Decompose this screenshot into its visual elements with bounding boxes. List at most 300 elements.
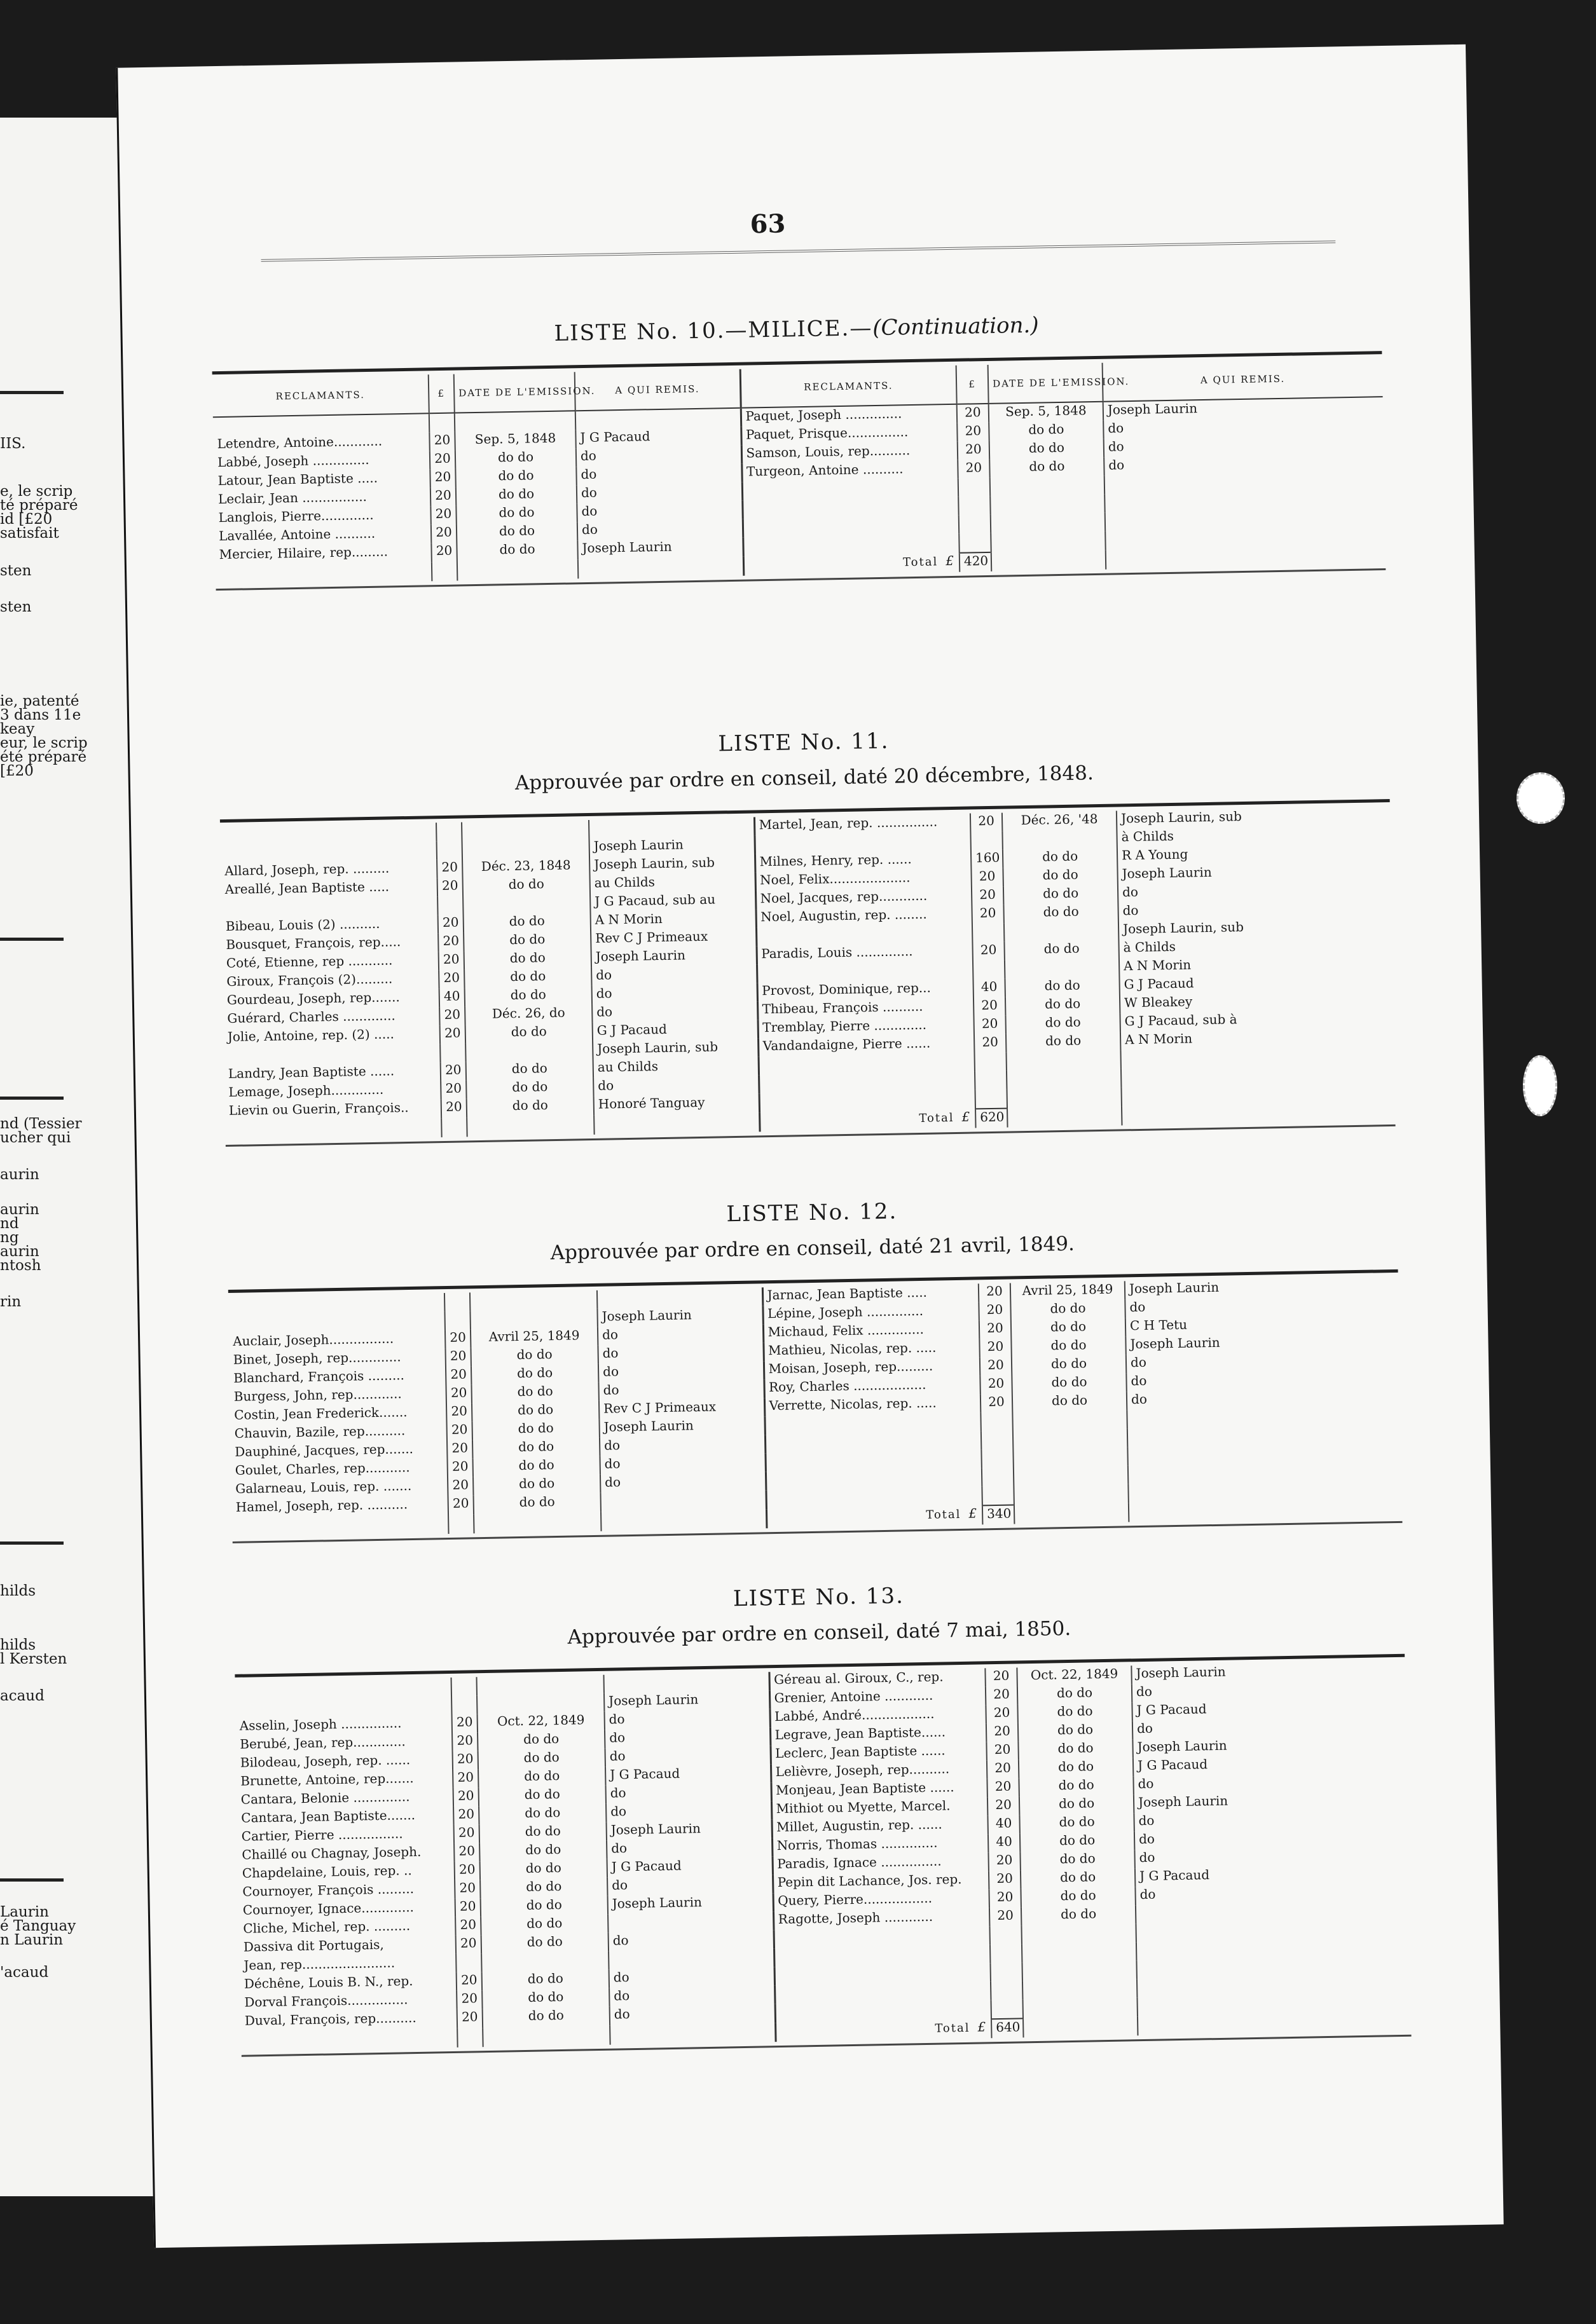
table-cell: do do <box>1004 940 1118 960</box>
table-cell: Joseph Laurin <box>1131 1661 1405 1685</box>
table-cell: Bousquet, François, rep..... <box>226 934 401 952</box>
table-cell <box>991 1981 1022 2000</box>
total-currency: £ <box>946 552 956 569</box>
header-rule <box>261 240 1336 261</box>
table-cell: Paradis, Ignace ............... <box>772 1852 988 1875</box>
table-cell <box>972 924 1004 943</box>
table-cell: Paquet, Joseph .............. <box>741 404 957 427</box>
total-label: Total <box>926 1507 961 1522</box>
table-cell: do <box>607 1838 772 1859</box>
left-text-fragment: nd (Tessier <box>0 1116 82 1132</box>
table-cell: do do <box>478 1749 605 1769</box>
table-cell <box>1021 1924 1136 1944</box>
liste11-section <box>220 799 1396 1147</box>
table-cell: Leclair, Jean ................ <box>217 489 368 507</box>
table-cell: Labbé, André.................. <box>769 1705 986 1727</box>
table-cell <box>1022 1979 1137 1999</box>
table-cell: do <box>1104 453 1384 476</box>
table-cell: 20 <box>987 1796 1019 1815</box>
liste12-table <box>228 1276 1402 1538</box>
table-cell: do do <box>1019 1758 1133 1778</box>
table-cell: do do <box>480 1878 607 1898</box>
table-cell: 20 <box>957 404 989 423</box>
table-cell: do do <box>457 540 577 561</box>
table-cell <box>603 1672 769 1693</box>
table-cell: do do <box>1018 1739 1132 1760</box>
table-cell: 20 <box>972 887 1003 906</box>
table-cell: 20 <box>457 1972 483 1991</box>
table-cell: do do <box>466 1060 593 1080</box>
table-cell: 20 <box>979 1283 1010 1302</box>
table-cell <box>974 1053 1006 1072</box>
total-value: 640 <box>991 2018 1024 2038</box>
left-text-fragment: 'acaud <box>0 1964 49 1981</box>
table-cell <box>216 562 432 585</box>
table-cell: Turgeon, Antoine .......... <box>741 460 958 482</box>
table-cell: 20 <box>441 1080 467 1099</box>
table-cell: 20 <box>457 2009 483 2028</box>
table-cell: do do <box>481 1896 608 1917</box>
table-cell <box>225 1118 441 1141</box>
table-cell: 20 <box>439 951 465 970</box>
table-cell: J G Pacaud <box>605 1764 771 1786</box>
left-text-fragment: l Kersten <box>0 1651 67 1667</box>
left-text-fragment: hilds <box>0 1583 36 1599</box>
column-header: £ <box>956 365 989 404</box>
table-cell <box>991 513 1105 533</box>
table-cell: do do <box>473 1475 600 1495</box>
liste13-section <box>235 1654 1411 2057</box>
left-text-fragment: aurin <box>0 1201 39 1218</box>
liste12-section <box>228 1269 1403 1543</box>
table-cell: 20 <box>970 813 1002 832</box>
left-text-fragment: id [£20 <box>0 511 53 528</box>
liste13-subtitle: Approuvée par ordre en conseil, daté 7 mai, 1850. <box>567 1617 1071 1649</box>
table-cell: Sep. 5, 1848 <box>455 430 575 450</box>
table-cell <box>1129 1498 1402 1522</box>
table-cell: G J Pacaud <box>593 1020 758 1041</box>
left-text-fragment: n Laurin <box>0 1932 64 1948</box>
table-cell: 20 <box>452 1714 478 1733</box>
table-cell: à Childs <box>1117 824 1390 848</box>
total-label-cell <box>766 1505 982 1528</box>
table-cell: do <box>606 1801 771 1822</box>
table-cell <box>1004 921 1118 941</box>
table-cell: do do <box>1003 847 1117 868</box>
table-cell <box>958 496 990 516</box>
table-cell: do do <box>464 967 591 988</box>
table-cell: Joseph Laurin, sub <box>1117 806 1390 830</box>
table-cell: Noel, Jacques, rep............ <box>755 887 972 909</box>
table-cell <box>465 1041 593 1062</box>
table-cell: do do <box>464 949 591 969</box>
table-cell: au Childs <box>593 1056 759 1078</box>
table-cell <box>608 1911 773 1933</box>
table-cell: J G Pacaud <box>1132 1698 1405 1721</box>
table-cell: Gourdeau, Joseph, rep....... <box>226 989 400 1008</box>
table-cell: do <box>1134 1808 1407 1832</box>
table-cell: 20 <box>455 1917 481 1936</box>
table-cell: do do <box>478 1730 605 1751</box>
table-cell: 20 <box>971 868 1003 887</box>
table-cell <box>597 1287 762 1309</box>
table-cell: do do <box>1011 1318 1125 1338</box>
table-cell: 20 <box>430 506 457 525</box>
table-cell: 40 <box>987 1815 1019 1834</box>
table-cell: Langlois, Pierre............. <box>218 507 374 526</box>
table-cell <box>991 550 1106 571</box>
table-cell: Burgess, John, rep............ <box>233 1386 402 1404</box>
table-cell <box>451 1677 478 1696</box>
table-cell <box>589 817 754 838</box>
table-cell: Rev C J Primeaux <box>599 1398 764 1419</box>
left-text-fragment: eur, le scrip <box>0 735 88 751</box>
table-cell <box>973 960 1005 980</box>
table-cell: Grenier, Antoine ............ <box>769 1686 986 1709</box>
table-cell <box>982 1467 1014 1486</box>
table-cell: 20 <box>974 1034 1006 1053</box>
table-cell <box>1138 2012 1411 2036</box>
table-cell: do <box>598 1379 764 1401</box>
left-rule <box>0 1097 64 1100</box>
table-cell: do do <box>472 1401 599 1421</box>
table-cell: 20 <box>430 488 457 507</box>
table-cell: 20 <box>958 441 989 460</box>
table-cell <box>1005 958 1119 978</box>
table-cell: 20 <box>980 1376 1012 1395</box>
table-cell: Letendre, Antoine............ <box>217 433 383 452</box>
liste11-table <box>220 806 1395 1141</box>
table-cell <box>1022 1960 1136 1981</box>
table-cell: do do <box>1017 1702 1132 1723</box>
table-cell: Coté, Etienne, rep ........... <box>226 952 393 971</box>
table-cell: do <box>598 1361 764 1383</box>
table-cell: do do <box>479 1804 606 1824</box>
total-value: 620 <box>975 1109 1008 1128</box>
table-cell: do do <box>465 986 592 1006</box>
paper-stain <box>1523 1055 1557 1116</box>
table-cell: 20 <box>445 1348 471 1367</box>
table-cell: 20 <box>453 1806 479 1825</box>
table-cell: do do <box>472 1438 600 1458</box>
table-cell: do do <box>463 875 590 896</box>
left-rule <box>0 391 64 394</box>
column-header: £ <box>429 374 455 414</box>
table-cell <box>975 1090 1007 1109</box>
table-cell: do <box>1126 1350 1400 1374</box>
table-cell: 20 <box>430 451 456 470</box>
table-cell: 20 <box>985 1667 1017 1686</box>
table-cell: do do <box>456 485 577 505</box>
table-cell: Dassiva dit Portugais, <box>243 1936 384 1955</box>
table-cell: Guérard, Charles ............. <box>227 1008 396 1026</box>
table-cell: 20 <box>447 1440 473 1459</box>
table-cell <box>470 1290 597 1311</box>
table-cell: do do <box>455 467 576 487</box>
table-cell: do do <box>1021 1868 1135 1889</box>
paper-stain <box>1517 772 1565 824</box>
table-cell <box>1014 1503 1129 1524</box>
table-cell: do do <box>482 1970 609 1990</box>
table-cell: do do <box>1012 1391 1127 1412</box>
table-cell: 20 <box>989 1870 1021 1889</box>
liste13-table <box>235 1661 1412 2051</box>
left-text-fragment: e, le scrip <box>0 483 73 500</box>
table-cell: do <box>576 464 741 486</box>
table-cell <box>441 1118 467 1137</box>
table-cell: Goulet, Charles, rep........... <box>235 1459 410 1478</box>
left-rule <box>0 1541 64 1545</box>
table-cell: do do <box>1020 1850 1134 1870</box>
table-cell: do do <box>471 1364 598 1384</box>
table-cell: Chapdelaine, Louis, rep. .. <box>242 1863 412 1881</box>
total-currency: £ <box>968 1505 979 1521</box>
liste10-section <box>212 351 1386 591</box>
table-cell <box>981 1449 1013 1468</box>
table-cell: Cournoyer, Ignace............. <box>242 1899 415 1918</box>
table-cell: Joseph Laurin <box>1125 1276 1398 1300</box>
left-text-fragment: aurin <box>0 1243 39 1260</box>
table-cell: Chauvin, Bazile, rep.......... <box>234 1423 406 1441</box>
table-cell <box>1013 1428 1127 1449</box>
left-text-fragment: Laurin <box>0 1904 49 1920</box>
left-text-fragment: acaud <box>0 1688 45 1704</box>
table-cell <box>1013 1447 1127 1467</box>
table-cell <box>456 1953 482 1972</box>
table-cell: 20 <box>446 1366 472 1385</box>
table-cell: 40 <box>988 1833 1020 1852</box>
table-cell: do do <box>479 1822 607 1843</box>
table-cell: 20 <box>438 933 464 952</box>
table-cell: do do <box>471 1346 598 1366</box>
table-cell: Millet, Augustin, rep. ...... <box>771 1815 987 1838</box>
table-cell: 20 <box>439 1006 465 1025</box>
total-value: 340 <box>982 1505 1015 1524</box>
table-cell: Jarnac, Jean Baptiste ..... <box>762 1283 979 1306</box>
table-cell: do do <box>1019 1813 1134 1833</box>
table-cell: 20 <box>987 1760 1019 1779</box>
table-cell: 20 <box>986 1686 1017 1705</box>
table-cell: 20 <box>979 1320 1011 1339</box>
table-cell: do <box>605 1727 770 1749</box>
table-cell: do <box>1132 1679 1405 1703</box>
table-cell <box>991 531 1105 552</box>
table-cell: Cournoyer, François ......... <box>242 1881 415 1899</box>
table-cell: Mithiot ou Myette, Marcel. <box>771 1797 987 1819</box>
table-cell: Hamel, Joseph, rep. .......... <box>235 1496 408 1515</box>
table-cell: 20 <box>438 914 464 933</box>
table-cell <box>432 562 458 582</box>
table-cell <box>959 533 991 553</box>
table-cell: Joseph Laurin, sub <box>593 1038 758 1060</box>
table-cell <box>451 1695 478 1714</box>
table-cell: Joseph Laurin <box>607 1819 772 1841</box>
table-cell: do do <box>1010 1299 1125 1320</box>
column-header: DATE DE L'EMISSION. <box>988 363 1103 404</box>
table-cell: Oct. 22, 1849 <box>1017 1665 1131 1686</box>
table-cell: 20 <box>455 1861 481 1880</box>
table-cell: 20 <box>448 1495 474 1515</box>
liste13-title: LISTE No. 13. <box>733 1583 905 1612</box>
total-label: Total <box>902 555 939 570</box>
table-cell: do <box>577 519 743 541</box>
table-cell <box>241 2028 457 2051</box>
table-cell: Joseph Laurin <box>1125 1332 1399 1355</box>
table-cell: Avril 25, 1849 <box>1010 1281 1125 1301</box>
table-cell: Noel, Felix.................... <box>755 869 971 891</box>
table-cell: do do <box>474 1493 601 1514</box>
left-text-fragment: sten <box>0 563 32 579</box>
table-cell: Cliche, Michel, rep. ......... <box>243 1918 411 1936</box>
table-cell: do do <box>479 1786 606 1806</box>
table-cell: do <box>600 1435 765 1456</box>
table-cell: 20 <box>958 460 989 479</box>
table-cell: do <box>1132 1716 1406 1740</box>
table-cell: au Childs <box>590 872 755 894</box>
table-cell <box>470 1309 597 1329</box>
table-cell: 160 <box>971 850 1003 869</box>
table-cell: 20 <box>430 469 456 488</box>
table-cell: Rev C J Primeaux <box>591 927 756 949</box>
table-cell <box>958 478 990 497</box>
table-cell: 20 <box>457 1990 483 2009</box>
table-cell: 20 <box>454 1843 480 1862</box>
liste11-subtitle: Approuvée par ordre en conseil, daté 20 décembre, 1848. <box>514 762 1094 795</box>
table-cell: Déchêne, Louis B. N., rep. <box>244 1973 413 1992</box>
table-cell: Martel, Jean, rep. ............... <box>754 814 970 836</box>
left-text-fragment: é Tanguay <box>0 1918 76 1934</box>
table-cell: Ragotte, Joseph ............ <box>773 1908 989 1930</box>
table-cell: do <box>593 1075 759 1097</box>
table-cell: Leclerc, Jean Baptiste ...... <box>770 1742 986 1764</box>
table-cell: Lavallée, Antoine .......... <box>218 525 376 544</box>
table-cell: Déc. 23, 1848 <box>462 857 589 877</box>
table-cell <box>981 1430 1013 1449</box>
table-cell: do do <box>989 421 1103 441</box>
table-cell: do do <box>482 1988 609 2009</box>
table-cell: do do <box>464 931 591 951</box>
table-cell: Paquet, Prisque............... <box>741 423 957 446</box>
table-cell: 20 <box>439 969 465 988</box>
left-text-fragment: sten <box>0 599 32 615</box>
table-cell: do do <box>478 1767 605 1787</box>
table-cell: Oct. 22, 1849 <box>478 1712 605 1732</box>
table-cell: Areallé, Jean Baptiste ..... <box>224 878 390 897</box>
table-cell <box>463 894 590 914</box>
table-cell: Joseph Laurin <box>589 835 754 857</box>
table-cell: 20 <box>448 1477 474 1496</box>
table-cell: do <box>592 1001 757 1023</box>
table-cell: do <box>598 1343 763 1364</box>
table-cell: do <box>607 1875 773 1896</box>
left-text-fragment: ie, patenté <box>0 693 79 709</box>
table-cell: do do <box>1012 1355 1126 1375</box>
table-cell <box>429 413 455 433</box>
liste10-title: LISTE No. 10.—MILICE.—(Continuation.) <box>554 312 1039 346</box>
table-cell: do do <box>472 1456 600 1477</box>
column-header: A QUI REMIS. <box>1103 358 1383 402</box>
table-cell: Joseph Laurin <box>1103 397 1383 421</box>
table-cell: R A Young <box>1117 843 1391 866</box>
table-cell: Binet, Joseph, rep............. <box>233 1349 401 1367</box>
left-text-fragment: aurin <box>0 1166 39 1183</box>
table-cell: do <box>609 1967 774 1988</box>
liste11-title: LISTE No. 11. <box>718 728 890 757</box>
left-rule <box>0 1878 64 1882</box>
table-cell: J G Pacaud <box>607 1856 773 1878</box>
table-cell: Pepin dit Lachance, Jos. rep. <box>773 1871 989 1893</box>
table-cell <box>481 1951 609 1972</box>
table-cell: Galarneau, Louis, rep. ....... <box>235 1478 412 1496</box>
table-cell <box>980 1412 1012 1431</box>
table-cell: Asselin, Joseph ............... <box>239 1715 402 1733</box>
table-cell: Dorval François............... <box>244 1992 408 2010</box>
table-cell <box>474 1512 601 1533</box>
table-cell: 20 <box>453 1769 479 1788</box>
table-cell: Lemage, Joseph............. <box>228 1081 384 1100</box>
table-cell: do do <box>472 1419 599 1440</box>
table-cell: Joseph Laurin, sub <box>1118 917 1392 940</box>
table-cell: do do <box>1003 866 1117 886</box>
table-cell <box>990 1944 1022 1963</box>
table-cell: do do <box>1003 903 1118 923</box>
table-cell <box>455 411 575 432</box>
table-cell <box>990 476 1104 496</box>
table-cell <box>437 896 464 915</box>
table-cell <box>1014 1484 1128 1505</box>
table-cell: do <box>598 1324 763 1346</box>
table-cell: Paradis, Louis .............. <box>756 942 972 964</box>
table-cell: Milnes, Henry, rep. ...... <box>755 851 971 873</box>
table-cell: 20 <box>973 997 1005 1016</box>
table-cell: Lépine, Joseph .............. <box>762 1302 979 1324</box>
column-header: A QUI REMIS. <box>575 369 741 411</box>
table-cell: Moisan, Joseph, rep......... <box>764 1357 980 1379</box>
table-cell: 20 <box>431 524 457 543</box>
table-cell: 20 <box>452 1732 478 1751</box>
table-cell: 20 <box>446 1421 472 1440</box>
table-cell: 20 <box>988 1852 1020 1871</box>
table-cell: Giroux, François (2)......... <box>226 971 393 989</box>
left-text-fragment: IIS. <box>0 435 26 452</box>
table-cell: do do <box>455 448 576 468</box>
table-cell <box>609 1948 774 1970</box>
table-cell: Joseph Laurin <box>608 1893 773 1915</box>
table-cell: 20 <box>437 859 463 878</box>
table-cell: A N Morin <box>591 909 756 931</box>
left-text-fragment: keay <box>0 721 35 737</box>
table-cell: Noel, Augustin, rep. ........ <box>755 905 972 927</box>
table-cell <box>970 831 1002 851</box>
table-cell <box>1006 1050 1120 1070</box>
table-cell: G J Pacaud <box>1119 972 1393 995</box>
table-cell: Monjeau, Jean Baptiste ...... <box>771 1779 987 1801</box>
table-cell: Auclair, Joseph................ <box>233 1330 394 1349</box>
left-text-fragment: ucher qui <box>0 1130 71 1146</box>
table-cell: 20 <box>441 1062 467 1081</box>
table-cell: Samson, Louis, rep.......... <box>741 442 958 464</box>
table-cell: Cantara, Belonie .............. <box>240 1789 410 1807</box>
liste10-table <box>212 358 1386 585</box>
left-text-fragment: 3 dans 11e <box>0 707 81 723</box>
table-cell: Verrette, Nicolas, rep. ..... <box>764 1394 980 1416</box>
table-cell: Jolie, Antoine, rep. (2) ..... <box>227 1026 395 1044</box>
table-cell: Costin, Jean Frederick....... <box>234 1404 408 1423</box>
table-cell: Mercier, Hilaire, rep......... <box>219 543 389 563</box>
table-cell: 20 <box>989 1907 1021 1926</box>
table-cell: 20 <box>455 1880 481 1899</box>
table-cell: Honoré Tanguay <box>594 1093 759 1116</box>
